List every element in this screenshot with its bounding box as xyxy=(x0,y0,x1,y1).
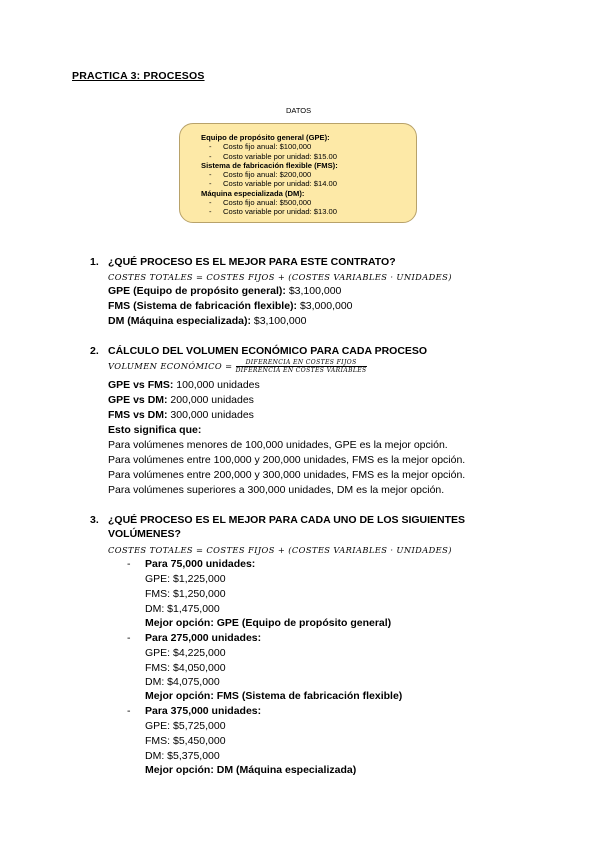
section-1-line xyxy=(108,314,306,329)
line-value: $3,100,000 xyxy=(250,315,307,327)
section-3-formula: COSTES TOTALES = COSTES FIJOS + (COSTES VARIABLES · UNIDADES) xyxy=(108,545,452,555)
case-title: Para 75,000 unidades: xyxy=(145,558,256,570)
section-3-heading-cont: VOLÚMENES? xyxy=(108,528,181,540)
section-1-number: 1. xyxy=(90,256,99,268)
formula-left: VOLUMEN ECONÓMICO = xyxy=(108,361,233,371)
line-label: GPE vs DM: xyxy=(108,394,168,406)
case-best: Mejor opción: DM (Máquina especializada) xyxy=(145,764,357,776)
datos-content xyxy=(201,133,338,217)
formula-numerator: DIFERENCIA EN COSTES FIJOS xyxy=(236,359,367,367)
datos-item: - Costo fijo anual: $500,000 xyxy=(201,198,338,207)
datos-group-header: Equipo de propósito general (GPE): xyxy=(201,133,330,142)
section-2-formula xyxy=(108,359,367,374)
datos-item: - Costo variable por unidad: $13.00 xyxy=(201,207,338,216)
section-1-line xyxy=(108,284,341,299)
section-1-heading: ¿QUÉ PROCESO ES EL MEJOR PARA ESTE CONTRATO? xyxy=(108,256,396,268)
case-value: GPE: $4,225,000 xyxy=(145,647,226,659)
formula-fraction xyxy=(236,359,367,374)
line-label: FMS (Sistema de fabricación flexible): xyxy=(108,300,298,312)
line-value: $3,100,000 xyxy=(285,285,342,297)
datos-item: - Costo variable por unidad: $15.00 xyxy=(201,152,338,161)
section-3-number: 3. xyxy=(90,514,99,526)
case-dash: - xyxy=(127,705,131,717)
line-value: 300,000 unidades xyxy=(167,409,254,421)
section-1-line xyxy=(108,299,353,314)
page-title: PRACTICA 3: PROCESOS xyxy=(72,70,205,82)
meaning-line: Para volúmenes superiores a 300,000 unidades, DM es la mejor opción. xyxy=(108,484,445,496)
case-dash: - xyxy=(127,632,131,644)
meaning-label: Esto significa que: xyxy=(108,424,202,436)
case-title: Para 275,000 unidades: xyxy=(145,632,262,644)
case-value: GPE: $1,225,000 xyxy=(145,573,226,585)
datos-group-header: Sistema de fabricación flexible (FMS): xyxy=(201,160,338,170)
case-value: DM: $5,375,000 xyxy=(145,750,220,762)
case-value: GPE: $5,725,000 xyxy=(145,720,226,732)
line-value: 100,000 unidades xyxy=(173,379,260,391)
case-dash: - xyxy=(127,558,131,570)
section-2-number: 2. xyxy=(90,345,99,357)
case-value: FMS: $5,450,000 xyxy=(145,735,226,747)
datos-box xyxy=(179,123,417,223)
formula-denominator: DIFERENCIA EN COSTES VARIABLES xyxy=(235,367,367,374)
section-3-heading: ¿QUÉ PROCESO ES EL MEJOR PARA CADA UNO DE LOS SIGUIENTES xyxy=(108,514,466,526)
line-label: GPE vs FMS: xyxy=(108,379,174,391)
section-2-heading: CÁLCULO DEL VOLUMEN ECONÓMICO PARA CADA PROCESO xyxy=(108,345,428,357)
line-label: FMS vs DM: xyxy=(108,409,168,421)
line-value: 200,000 unidades xyxy=(167,394,254,406)
case-value: FMS: $1,250,000 xyxy=(145,588,226,600)
meaning-line: Para volúmenes entre 100,000 y 200,000 unidades, FMS es la mejor opción. xyxy=(108,454,466,466)
section-1-formula: COSTES TOTALES = COSTES FIJOS + (COSTES VARIABLES · UNIDADES) xyxy=(108,272,452,282)
datos-item: - Costo fijo anual: $200,000 xyxy=(201,170,338,179)
datos-item: - Costo fijo anual: $100,000 xyxy=(201,142,338,151)
line-label: GPE (Equipo de propósito general): xyxy=(108,285,286,297)
section-2-line xyxy=(108,393,254,408)
section-2-line xyxy=(108,378,260,393)
case-value: DM: $4,075,000 xyxy=(145,676,220,688)
case-value: DM: $1,475,000 xyxy=(145,603,220,615)
datos-group-header: Máquina especializada (DM): xyxy=(201,188,305,198)
line-value: $3,000,000 xyxy=(297,300,353,312)
case-best: Mejor opción: FMS (Sistema de fabricación flexible) xyxy=(145,690,403,702)
datos-item: - Costo variable por unidad: $14.00 xyxy=(201,179,338,188)
section-2-line xyxy=(108,408,254,423)
meaning-line: Para volúmenes entre 200,000 y 300,000 unidades, FMS es la mejor opción. xyxy=(108,469,466,481)
case-title: Para 375,000 unidades: xyxy=(145,705,262,717)
case-best: Mejor opción: GPE (Equipo de propósito general) xyxy=(145,617,392,629)
meaning-line: Para volúmenes menores de 100,000 unidades, GPE es la mejor opción. xyxy=(108,439,448,451)
line-label: DM (Máquina especializada): xyxy=(108,315,251,327)
case-value: FMS: $4,050,000 xyxy=(145,662,226,674)
datos-label: DATOS xyxy=(286,106,312,115)
